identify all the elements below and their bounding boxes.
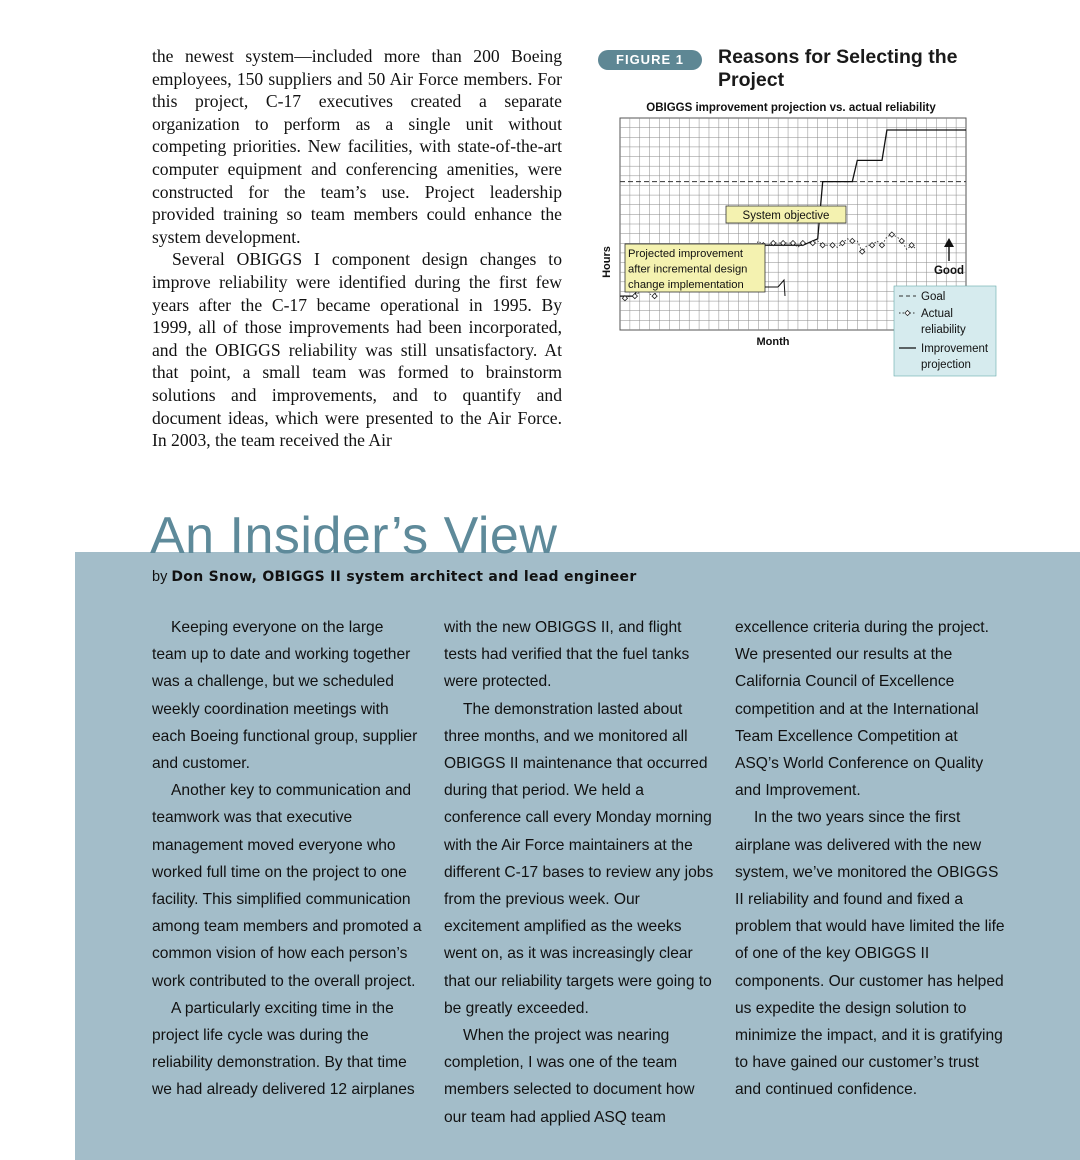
- legend-actual-label-line: reliability: [921, 324, 966, 336]
- column-paragraph: The demonstration lasted about three months, and we monitored all OBIGGS II maintenance that occurred during that period. We held a conference call every Monday morning with the Air Force maintainers at the different C-17 bases to review any jobs from the previous week. Our excitement amplified as the weeks went on, as it was increasingly clear that our reliability targets were going to be greatly exceeded.: [444, 700, 714, 1017]
- projected-improvement-label-line: change implementation: [628, 279, 744, 291]
- x-axis-label: Month: [756, 336, 790, 348]
- column-paragraph: with the new OBIGGS II, and flight tests had verified that the fuel tanks were protected.: [444, 619, 690, 691]
- system-objective-label: System objective: [742, 210, 830, 222]
- intro-paragraph: Several OBIGGS I component design changes to improve reliability were identified during the first few years after the C-17 became operational in 1995. By 1999, all of those improvements had been incorporated, and the OBIGGS reliability was still unsatisfactory. At that point, a small team was formed to brainstorm solutions and improvements, and to quantify and document ideas, which were presented to the Air Force. In 2003, the team received the Air: [152, 249, 562, 451]
- legend-actual-label-line: Actual: [921, 308, 953, 320]
- insider-view-title: An Insider’s View: [150, 507, 558, 565]
- column-3: [735, 614, 1005, 1104]
- projected-improvement-label-line: Projected improvement: [628, 248, 744, 260]
- figure-title: Reasons for Selecting the Project: [718, 46, 958, 91]
- byline-author: Don Snow, OBIGGS II system architect and lead engineer: [171, 569, 637, 585]
- figure-badge: FIGURE 1: [598, 50, 702, 70]
- column-paragraph: Keeping everyone on the large team up to date and working together was a challenge, but we scheduled weekly coordination meetings with each Boeing functional group, supplier and customer.: [152, 619, 418, 773]
- chart-title: OBIGGS improvement projection vs. actual reliability: [646, 102, 936, 114]
- column-1: [152, 614, 422, 1104]
- intro-paragraph: the newest system—included more than 200 Boeing employees, 150 suppliers and 50 Air Force members. For this project, C-17 executives created a separate organization to perform as a single unit without competing priorities. New facilities, with state-of-the-art computer equipment and conferencing amenities, were constructed for the team’s use. Project leadership provided training so team members could enhance the system development.: [152, 46, 562, 247]
- legend-projection-label-line: projection: [921, 359, 971, 371]
- column-paragraph: A particularly exciting time in the project life cycle was during the reliability demonstration. By that time we had already delivered 12 airplanes: [152, 999, 415, 1099]
- column-paragraph: Another key to communication and teamwork was that executive management moved everyone who worked full time on the project to one facility. This simplified communication among team members and promoted a common vision of how each person’s work contributed to the overall project.: [152, 782, 422, 990]
- column-2: [444, 614, 714, 1131]
- column-paragraph: excellence criteria during the project. We presented our results at the California Council of Excellence competition and at the International Team Excellence Competition at ASQ’s World Conference on Quality and Improvement.: [735, 619, 989, 800]
- y-axis-label: Hours: [601, 246, 613, 278]
- good-label: Good: [933, 265, 965, 277]
- byline: [152, 569, 637, 585]
- legend-projection-label-line: Improvement: [921, 343, 989, 355]
- intro-text: [152, 45, 562, 452]
- projected-improvement-label-line: after incremental design: [628, 263, 748, 276]
- reliability-chart: [598, 96, 1008, 406]
- column-paragraph: When the project was nearing completion, I was one of the team members selected to document how our team had applied ASQ team: [444, 1027, 695, 1126]
- legend-goal-label: Goal: [921, 291, 946, 303]
- byline-prefix: by: [152, 569, 168, 585]
- column-paragraph: In the two years since the first airplane was delivered with the new system, we’ve monitored the OBIGGS II reliability and found and fixed a problem that would have limited the life of one of the key OBIGGS II components. Our customer has helped us expedite the design solution to minimize the impact, and it is gratifying to have gained our customer’s trust and continued confidence.: [735, 809, 1005, 1099]
